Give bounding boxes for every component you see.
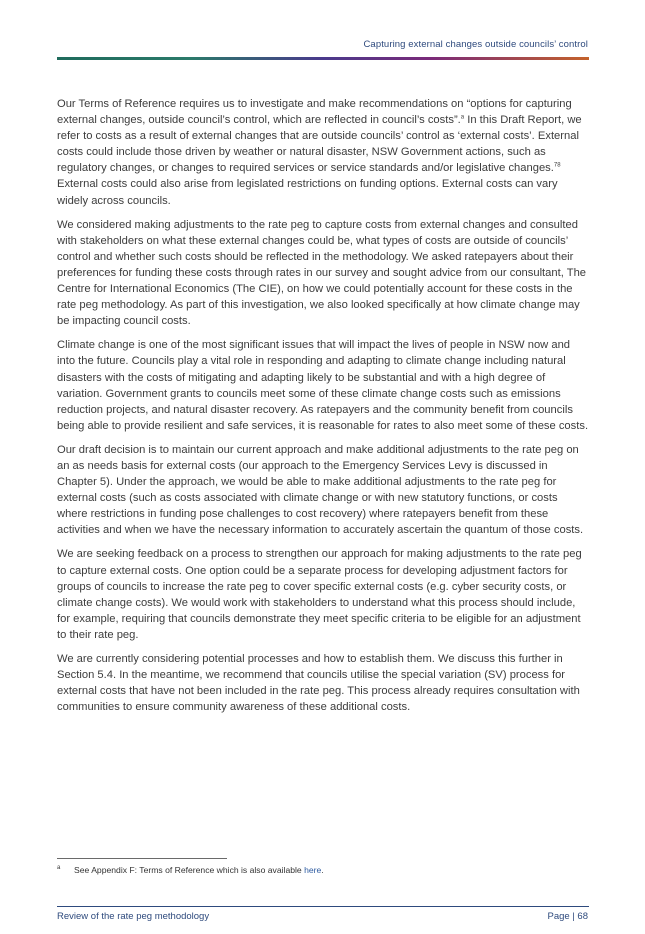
paragraph-terms-of-reference xyxy=(57,96,589,209)
footnote-divider xyxy=(57,858,227,859)
footer-document-title: Review of the rate peg methodology xyxy=(57,911,210,922)
paragraph-text: External costs could also arise from legislated restrictions on funding options. External costs can vary widely across councils. xyxy=(57,178,558,207)
paragraph-consultation: We considered making adjustments to the rate peg to capture costs from external changes and consulted with stakeholders on what these external changes could be, what types of costs are outside of councils’ control and whether such costs should be reflected in the methodology. We asked ratepayers about their preferences for funding these costs through rates in our survey and sought advice from our consultant, The Centre for International Economics (The CIE), on how we could potentially account for these costs in the rate peg methodology. As part of this investigation, we also looked specifically at how climate change may be impacting council costs. xyxy=(57,218,587,328)
paragraph-text: Our Terms of Reference requires us to investigate and make recommendations on “options for capturing external changes, outside council’s control, which are reflected in council’s costs”. xyxy=(57,98,572,127)
header-gradient-rule xyxy=(57,57,589,60)
footnote-end: . xyxy=(321,865,324,875)
paragraph-text: In this Draft Report, we refer to costs as a result of external changes that are outside councils’ control as ‘external costs’. External costs could include those driven by weather or natural disaster, NSW Government actions, such as regulatory changes, or changes to required services or service standards and/or legislative changes. xyxy=(57,114,582,175)
paragraph-draft-decision: Our draft decision is to maintain our current approach and make additional adjustments to the rate peg on an as needs basis for external costs (our approach to the Emergency Services Levy is discussed in Chapter 5). Under the approach, we would be able to make additional adjustments to the rate peg for external costs (such as costs associated with climate change or with new statutory functions, or costs where restrictions in funding pose challenges to cost recovery) where ratepayers benefit from these activities and when we have the necessary information to accurately ascertain the quantum of those costs. xyxy=(57,443,584,537)
footnote: a See Appendix F: Terms of Reference which is also available here. xyxy=(57,865,324,875)
footer-divider xyxy=(57,906,589,907)
endnote-ref-78[interactable]: 78 xyxy=(553,162,561,169)
paragraph-potential-processes: We are currently considering potential processes and how to establish them. We discuss this further in Section 5.4. In the meantime, we recommend that councils utilise the special variation (SV) process for external costs that have not been included in the rate peg. This process already requires consultation with communities to ensure community awareness of these additional costs. xyxy=(57,653,580,714)
running-header: Capturing external changes outside councils’ control xyxy=(363,39,588,50)
paragraph-seeking-feedback: We are seeking feedback on a process to strengthen our approach for making adjustments to the rate peg to capture external costs. One option could be a separate process for developing adjustment factors for groups of councils to increase the rate peg to cover specific external costs (e.g. cyber security costs, or climate change costs). We would work with stakeholders to understand what this process should include, for example, requiring that councils demonstrate they meet specific criteria to be eligible for an adjustment to their rate peg. xyxy=(57,548,582,641)
footnote-text: See Appendix F: Terms of Reference which is also available xyxy=(74,865,305,875)
body-text xyxy=(57,96,589,723)
footer-page-number: Page | 68 xyxy=(547,911,588,922)
paragraph-climate-change: Climate change is one of the most significant issues that will impact the lives of people in NSW now and into the future. Councils play a vital role in responding and adapting to climate change including natural disasters with the costs of mitigating and adapting likely to be substantial and with a high degree of variation. Government grants to councils meet some of these climate change costs such as emissions reduction projects, and natural disaster recovery. As ratepayers and the community benefit from councils being able to provide resilient and safe services, it is reasonable for rates to also meet some of these costs. xyxy=(57,339,589,432)
footnote-here-link[interactable]: here xyxy=(304,865,322,875)
footnote-ref-a[interactable]: a xyxy=(460,114,465,121)
